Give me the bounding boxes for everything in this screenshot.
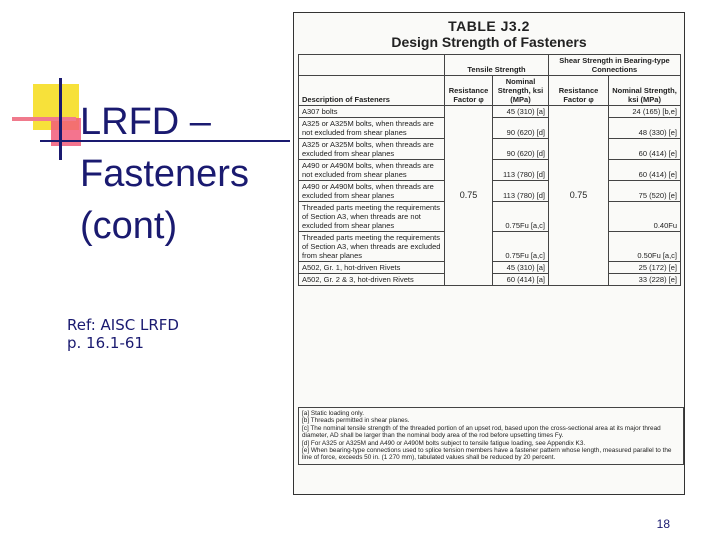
shear-resistance-factor: 0.75 (549, 106, 609, 286)
row-shear-value: 48 (330) [e] (609, 118, 681, 139)
note-e: [e] When bearing-type connections used to splice tension members have a fastener pattern whose length, measured parallel to the line of force, exceeds 50 in. (1 270 mm), tabulated values shall be reduced by 20 percent. (302, 447, 672, 462)
row-shear-value: 0.50Fu [a,c] (609, 232, 681, 262)
note-c: [c] The nominal tensile strength of the threaded portion of an upset rod, based upon the cross-sectional area at its major thread diameter, AD shall be larger than the nominal body area of the rod before upsetting times Fy. (302, 424, 661, 440)
row-tensile-value: 45 (310) [a] (493, 106, 549, 118)
table-group-header-row (299, 55, 681, 76)
note-d: [d] For A325 or A325M and A490 or A490M bolts subject to tensile fatigue loading, see Appendix K3. (302, 439, 586, 447)
note-a: [a] Static loading only. (302, 410, 365, 417)
table-title: TABLE J3.2 (448, 18, 530, 34)
row-tensile-value: 60 (414) [a] (493, 274, 549, 286)
row-description: A502, Gr. 1, hot-driven Rivets (299, 262, 445, 274)
row-description: A490 or A490M bolts, when threads are excluded from shear planes (299, 181, 445, 202)
table-row (299, 106, 681, 118)
slide-title-line-2: Fasteners (80, 153, 249, 195)
row-shear-value: 75 (520) [e] (609, 181, 681, 202)
header-shear-nominal: Nominal Strength, ksi (MPa) (609, 76, 681, 106)
row-tensile-value: 0.75Fu [a,c] (493, 202, 549, 232)
row-tensile-value: 113 (780) [d] (493, 181, 549, 202)
row-description: A490 or A490M bolts, when threads are not excluded from shear planes (299, 160, 445, 181)
header-tensile-nominal: Nominal Strength, ksi (MPa) (493, 76, 549, 106)
header-shear-factor: Resistance Factor φ (549, 76, 609, 106)
row-description: Threaded parts meeting the requirements of Section A3, when threads are not excluded from shear planes (299, 202, 445, 232)
header-shear-strength: Shear Strength in Bearing-type Connections (549, 55, 681, 76)
row-shear-value: 25 (172) [e] (609, 262, 681, 274)
header-blank (299, 55, 445, 76)
slide-number: 18 (656, 517, 670, 531)
row-shear-value: 60 (414) [e] (609, 139, 681, 160)
header-tensile-factor: Resistance Factor φ (445, 76, 493, 106)
row-description: A307 bolts (299, 106, 445, 118)
row-shear-value: 24 (165) [b,e] (609, 106, 681, 118)
table-column-header-row (299, 76, 681, 106)
fastener-strength-table (293, 12, 685, 495)
row-shear-value: 0.40Fu (609, 202, 681, 232)
row-description: A325 or A325M bolts, when threads are excluded from shear planes (299, 139, 445, 160)
reference-line-2: p. 16.1-61 (67, 334, 144, 352)
row-tensile-value: 90 (620) [d] (493, 118, 549, 139)
decor-red-bar (12, 117, 76, 121)
reference-line-1: Ref: AISC LRFD (67, 316, 179, 334)
table-notes (298, 407, 684, 465)
row-tensile-value: 0.75Fu [a,c] (493, 232, 549, 262)
table-subtitle: Design Strength of Fasteners (391, 34, 587, 50)
slide-title-line-1: LRFD – (80, 101, 211, 143)
row-tensile-value: 45 (310) [a] (493, 262, 549, 274)
row-description: A325 or A325M bolts, when threads are not excluded from shear planes (299, 118, 445, 139)
note-b: [b] Threads permitted in shear planes. (302, 417, 410, 425)
header-description: Description of Fasteners (299, 76, 445, 106)
slide-title-line-3: (cont) (80, 205, 178, 247)
row-shear-value: 33 (228) [e] (609, 274, 681, 286)
row-tensile-value: 113 (780) [d] (493, 160, 549, 181)
row-description: A502, Gr. 2 & 3, hot-driven Rivets (299, 274, 445, 286)
decor-vertical-line (59, 78, 62, 160)
row-description: Threaded parts meeting the requirements of Section A3, when threads are excluded from shear planes (299, 232, 445, 262)
row-shear-value: 60 (414) [e] (609, 160, 681, 181)
header-tensile-strength: Tensile Strength (445, 55, 549, 76)
tensile-resistance-factor: 0.75 (445, 106, 493, 286)
row-tensile-value: 90 (620) [d] (493, 139, 549, 160)
strength-table (298, 54, 681, 286)
